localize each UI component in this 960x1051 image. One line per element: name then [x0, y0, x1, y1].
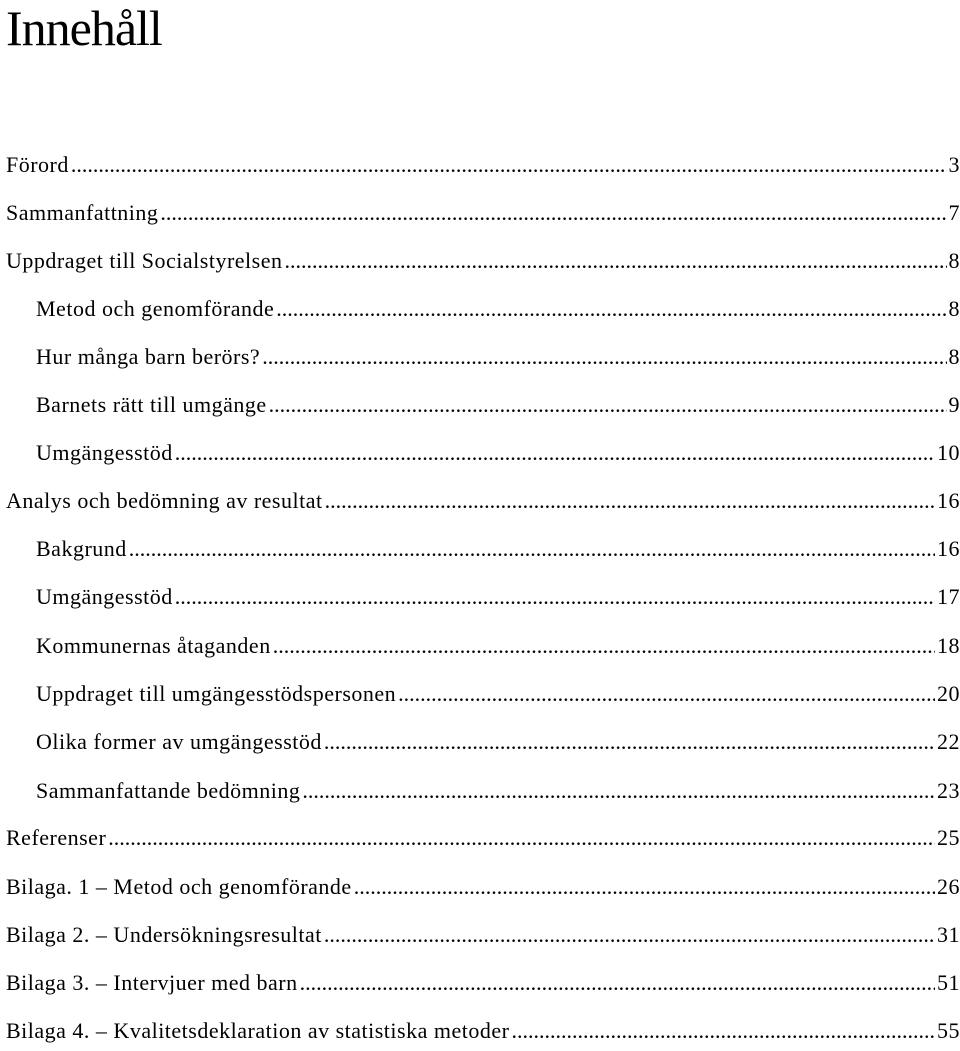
toc-dot-leader	[175, 577, 935, 617]
toc-entry-page-number: 16	[937, 529, 960, 569]
toc-entry[interactable]	[6, 433, 960, 473]
toc-entry-page-number: 16	[937, 481, 960, 521]
toc-dot-leader	[71, 145, 947, 185]
toc-entry-page-number: 20	[937, 674, 960, 714]
toc-entry-page-number: 8	[949, 241, 960, 281]
toc-dot-leader	[273, 626, 935, 666]
toc-entry[interactable]	[6, 963, 960, 1003]
toc-entry-label: Referenser	[6, 818, 106, 858]
toc-entry[interactable]	[6, 385, 960, 425]
toc-entry-page-number: 22	[937, 722, 960, 762]
toc-entry[interactable]	[6, 529, 960, 569]
toc-entry-label: Metod och genomförande	[6, 289, 274, 329]
toc-dot-leader	[285, 241, 947, 281]
toc-dot-leader	[511, 1011, 935, 1051]
toc-dot-leader	[398, 674, 935, 714]
toc-dot-leader	[276, 289, 946, 329]
toc-entry-page-number: 17	[937, 577, 960, 617]
toc-dot-leader	[354, 867, 935, 907]
toc-entry-label: Uppdraget till umgängesstödspersonen	[6, 674, 396, 714]
toc-entry-label: Hur många barn berörs?	[6, 337, 260, 377]
toc-dot-leader	[262, 337, 946, 377]
toc-entry-page-number: 8	[949, 337, 960, 377]
toc-dot-leader	[175, 433, 935, 473]
toc-dot-leader	[324, 915, 935, 955]
toc-entry[interactable]	[6, 193, 960, 233]
toc-entry-label: Bilaga 2. – Undersökningsresultat	[6, 915, 322, 955]
toc-dot-leader	[269, 385, 947, 425]
toc-entry-page-number: 25	[937, 818, 960, 858]
toc-entry[interactable]	[6, 481, 960, 521]
toc-entry-page-number: 31	[937, 915, 960, 955]
toc-entry-label: Bilaga 4. – Kvalitetsdeklaration av statistiska metoder	[6, 1011, 509, 1051]
toc-entry[interactable]	[6, 867, 960, 907]
toc-entry-label: Olika former av umgängesstöd	[6, 722, 322, 762]
toc-entry-page-number: 26	[937, 867, 960, 907]
page-title: Innehåll	[6, 0, 162, 58]
toc-dot-leader	[129, 529, 935, 569]
toc-entry[interactable]	[6, 577, 960, 617]
toc-entry-label: Barnets rätt till umgänge	[6, 385, 267, 425]
toc-entry[interactable]	[6, 1011, 960, 1051]
toc-entry-label: Sammanfattning	[6, 193, 158, 233]
toc-entry-page-number: 9	[949, 385, 960, 425]
toc-entry[interactable]	[6, 145, 960, 185]
toc-entry-label: Förord	[6, 145, 69, 185]
toc-entry-page-number: 8	[949, 289, 960, 329]
toc-entry[interactable]	[6, 915, 960, 955]
toc-entry-page-number: 18	[937, 626, 960, 666]
toc-entry[interactable]	[6, 722, 960, 762]
toc-entry-label: Umgängesstöd	[6, 433, 173, 473]
toc-dot-leader	[108, 818, 935, 858]
toc-entry[interactable]	[6, 337, 960, 377]
toc-entry[interactable]	[6, 241, 960, 281]
toc-entry[interactable]	[6, 289, 960, 329]
toc-entry-label: Uppdraget till Socialstyrelsen	[6, 241, 283, 281]
toc-entry-label: Umgängesstöd	[6, 577, 173, 617]
toc-entry-page-number: 3	[949, 145, 960, 185]
toc-entry-label: Analys och bedömning av resultat	[6, 481, 323, 521]
toc-entry-page-number: 51	[937, 963, 960, 1003]
toc-entry-label: Bilaga. 1 – Metod och genomförande	[6, 867, 352, 907]
toc-entry-page-number: 7	[949, 193, 960, 233]
toc-entry-label: Sammanfattande bedömning	[6, 771, 300, 811]
toc-entry-page-number: 10	[937, 433, 960, 473]
toc-dot-leader	[302, 771, 935, 811]
toc-entry[interactable]	[6, 771, 960, 811]
toc-dot-leader	[160, 193, 946, 233]
toc-entry-page-number: 55	[937, 1011, 960, 1051]
toc-entry-label: Bakgrund	[6, 529, 127, 569]
toc-entry-page-number: 23	[937, 771, 960, 811]
toc-entry-label: Bilaga 3. – Intervjuer med barn	[6, 963, 298, 1003]
toc-entry-label: Kommunernas åtaganden	[6, 626, 271, 666]
toc-dot-leader	[300, 963, 935, 1003]
toc-entry[interactable]	[6, 818, 960, 858]
toc-entry[interactable]	[6, 674, 960, 714]
toc-dot-leader	[324, 722, 935, 762]
toc-dot-leader	[325, 481, 935, 521]
toc-entry[interactable]	[6, 626, 960, 666]
